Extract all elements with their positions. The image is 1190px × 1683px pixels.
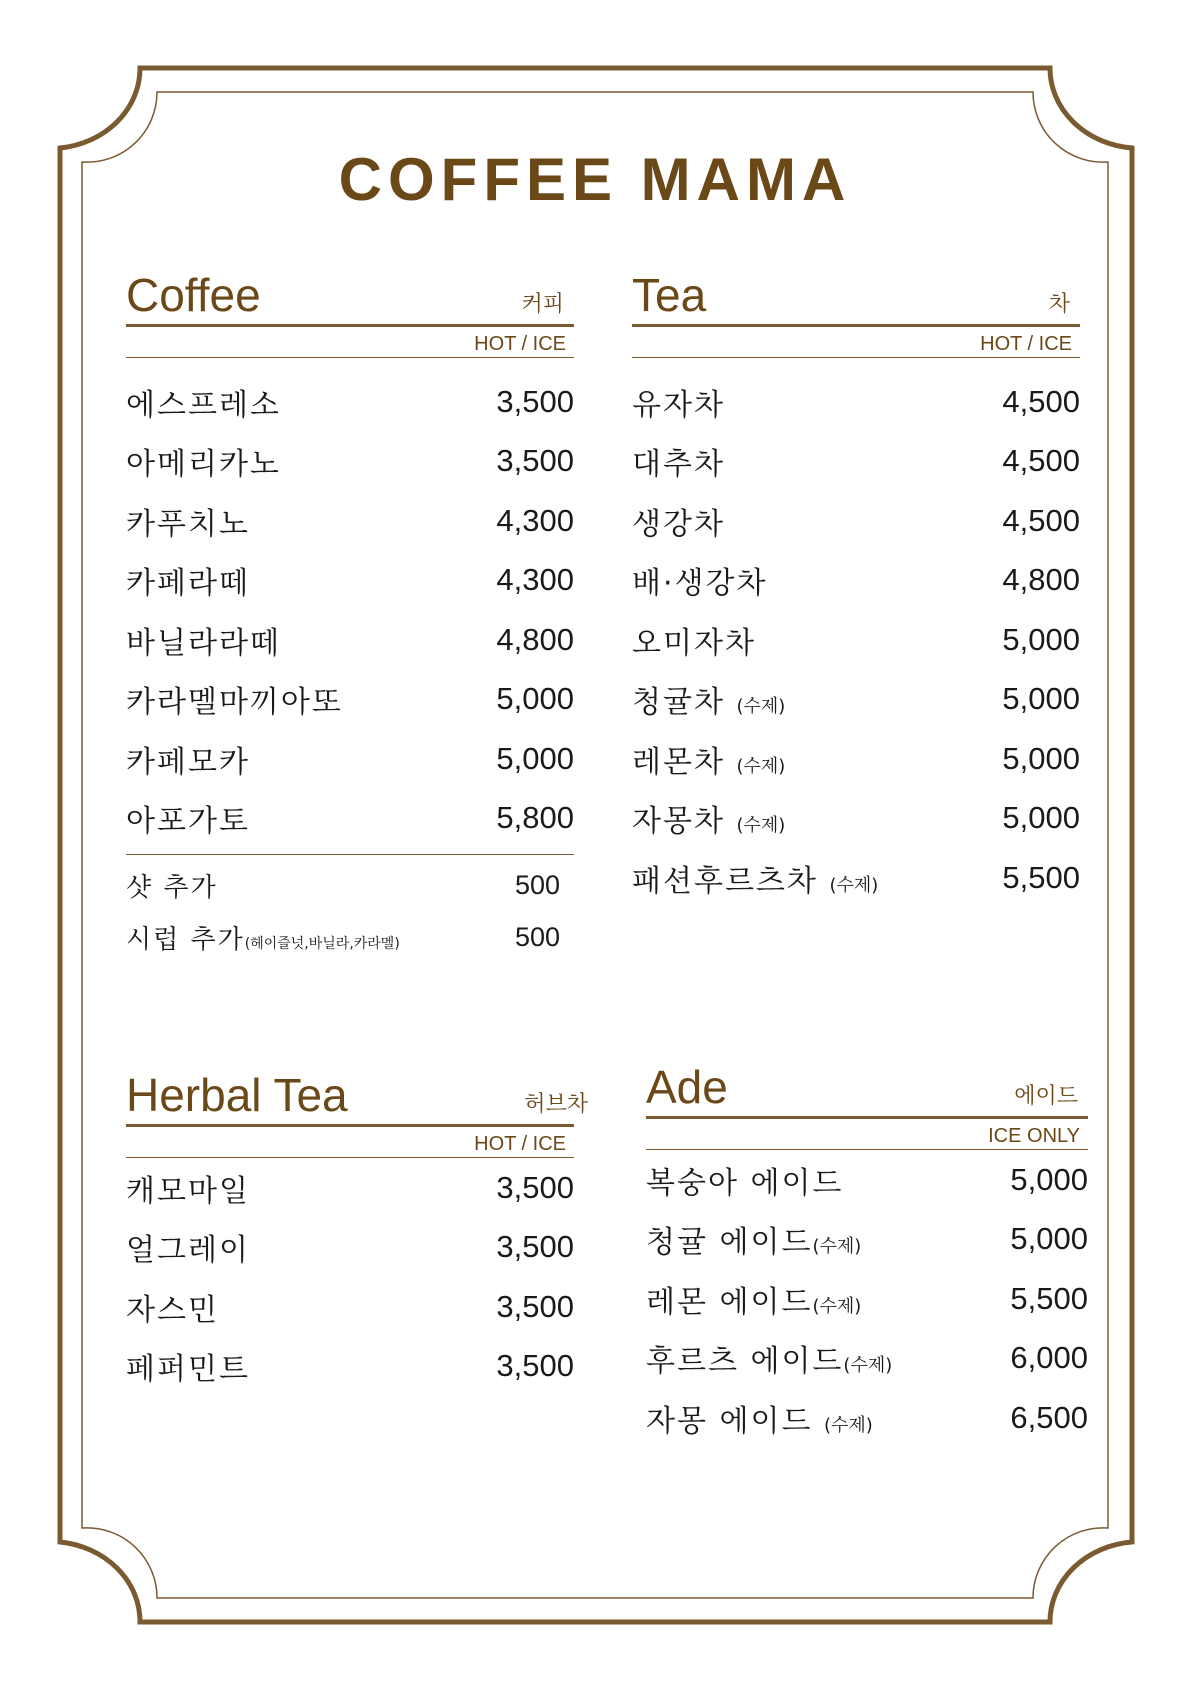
item-price: 3,500 [496,1169,574,1205]
extra-name [126,919,400,956]
section-title-ko: 허브차 [524,1092,588,1117]
menu-item [632,432,1080,492]
section-title-ko: 커피 [521,292,564,317]
menu-item [126,551,574,611]
section-ade [646,1054,1088,1448]
item-list [126,372,574,848]
item-name: 얼그레이 [126,1233,250,1269]
section-header [632,262,1080,327]
menu-item [632,491,1080,551]
item-price: 4,300 [496,502,574,538]
menu-item [632,610,1080,670]
item-name-text: 청귤 에이드 [646,1225,813,1261]
item-name [632,796,785,840]
item-note: (수제) [829,874,879,896]
item-name [646,1396,873,1440]
item-name: 생강차 [632,506,725,542]
menu-item [632,551,1080,611]
menu-item [126,491,574,551]
item-price: 4,500 [1002,443,1080,479]
item-name: 아포가토 [126,804,250,840]
extra-name: 샷 추가 [126,872,218,903]
item-note: (수제) [736,696,786,718]
menu-item [646,1210,1088,1270]
item-price: 4,800 [496,621,574,657]
item-name: 아메리카노 [126,447,281,483]
menu-item [126,670,574,730]
menu-item [126,1218,574,1278]
temperature-note: HOT / ICE [126,1127,574,1158]
menu-item [632,848,1080,908]
item-price: 4,500 [1002,383,1080,419]
item-note: (수제) [736,755,786,777]
item-list [632,372,1080,908]
extra-name-text: 시럽 추가 [126,924,245,955]
item-price: 5,800 [496,800,574,836]
item-name: 유자차 [632,387,725,423]
menu-item [126,1277,574,1337]
section-title-en: Ade [646,1061,728,1113]
item-price: 5,000 [496,681,574,717]
menu-item [126,372,574,432]
menu-item [632,729,1080,789]
menu-item [632,372,1080,432]
item-price: 5,000 [1002,740,1080,776]
item-name-text: 청귤차 [632,685,725,721]
section-title-en: Coffee [126,269,261,321]
section-header [126,1062,588,1127]
section-herbal-tea [126,1062,588,1396]
item-name: 복숭아 에이드 [646,1165,844,1201]
menu-item [632,789,1080,849]
item-price: 4,300 [496,562,574,598]
menu-item [646,1388,1088,1448]
item-name: 카라멜마끼아또 [126,685,343,721]
extra-note: (헤이즐넛,바닐라,카라멜) [244,935,400,952]
item-note: (수제) [823,1414,873,1436]
item-price: 5,500 [1010,1280,1088,1316]
item-price: 3,500 [496,1229,574,1265]
section-title-ko: 에이드 [1014,1084,1078,1109]
item-name: 에스프레소 [126,387,281,423]
item-name: 자스민 [126,1292,219,1328]
item-name [646,1217,861,1261]
item-price: 3,500 [496,1348,574,1384]
section-tea [632,262,1080,908]
section-header [646,1054,1088,1119]
extra-item [126,911,574,963]
extra-price: 500 [514,921,560,952]
item-list [126,1158,574,1396]
item-name: 카페라떼 [126,566,250,602]
item-name [632,737,785,781]
item-price: 4,500 [1002,502,1080,538]
item-name [632,856,878,900]
item-note: (수제) [736,815,786,837]
item-name: 대추차 [632,447,725,483]
item-name: 캐모마일 [126,1173,250,1209]
section-coffee [126,262,574,963]
item-note: (수제) [812,1295,862,1317]
item-price: 4,800 [1002,562,1080,598]
item-price: 5,000 [1010,1161,1088,1197]
temperature-note: ICE ONLY [646,1119,1088,1150]
item-name: 배·생강차 [632,566,768,602]
extra-price: 500 [514,869,560,900]
item-name-text: 자몽 에이드 [646,1403,813,1439]
item-name: 바닐라라떼 [126,625,281,661]
menu-item [646,1269,1088,1329]
item-name-text: 레몬 에이드 [646,1284,813,1320]
menu-item [126,789,574,849]
item-price: 5,000 [496,740,574,776]
item-note: (수제) [812,1236,862,1258]
extra-item [126,859,574,911]
item-name: 페퍼민트 [126,1352,250,1388]
item-price: 3,500 [496,1288,574,1324]
item-note: (수제) [843,1355,893,1377]
item-name: 오미자차 [632,625,756,661]
menu-item [632,670,1080,730]
menu-item [126,729,574,789]
menu-item [646,1150,1088,1210]
item-name-text: 자몽차 [632,804,725,840]
item-price: 6,000 [1010,1340,1088,1376]
menu-item [126,432,574,492]
item-price: 5,500 [1002,859,1080,895]
extras-list [126,854,574,963]
menu-item [126,610,574,670]
item-price: 5,000 [1002,681,1080,717]
menu-item [646,1329,1088,1389]
item-name [646,1336,892,1380]
item-name: 카페모카 [126,744,250,780]
menu-item [126,1158,574,1218]
section-title-en: Tea [632,269,707,321]
item-name [646,1277,861,1321]
item-name [632,677,785,721]
item-name-text: 레몬차 [632,744,725,780]
section-header [126,262,574,327]
menu-item [126,1337,574,1397]
item-price: 3,500 [496,383,574,419]
item-price: 6,500 [1010,1399,1088,1435]
section-title-ko: 차 [1048,292,1070,317]
item-name-text: 후르츠 에이드 [646,1344,844,1380]
section-title-en: Herbal Tea [126,1069,348,1121]
temperature-note: HOT / ICE [632,327,1080,358]
item-list [646,1150,1088,1448]
item-price: 5,000 [1010,1221,1088,1257]
item-name: 카푸치노 [126,506,250,542]
menu-title: COFFEE MAMA [338,146,852,213]
item-price: 5,000 [1002,621,1080,657]
item-price: 5,000 [1002,800,1080,836]
item-name-text: 패션후르츠차 [632,863,818,899]
temperature-note: HOT / ICE [126,327,574,358]
item-price: 3,500 [496,443,574,479]
